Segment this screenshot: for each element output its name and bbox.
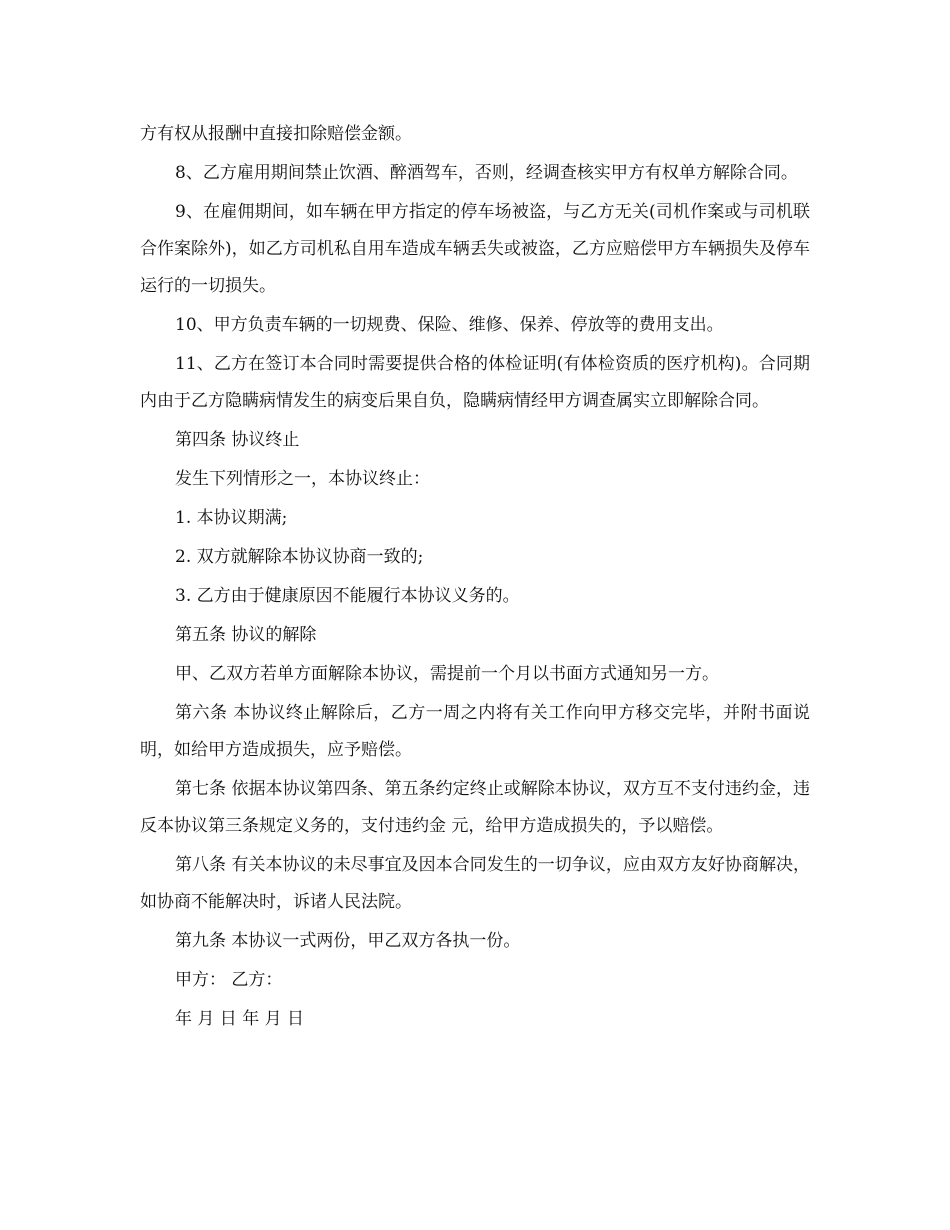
paragraph-clause-8: 8、乙方雇用期间禁止饮酒、醉酒驾车，否则，经调查核实甲方有权单方解除合同。 (175, 163, 798, 183)
heading-article-4: 第四条 协议终止 (175, 430, 300, 450)
signature-parties: 甲方： 乙方： (175, 970, 283, 990)
paragraph-article-7: 第七条 依据本协议第四条、第五条约定终止或解除本协议，双方互不支付违约金，违反本协议第三条规定义务的，支付违约金 元，给甲方造成损失的，予以赔偿。 (140, 779, 810, 836)
paragraph-dissolution-notice: 甲、乙双方若单方面解除本协议，需提前一个月以书面方式通知另一方。 (175, 664, 719, 684)
list-item-termination-2: 2. 双方就解除本协议协商一致的; (175, 547, 424, 567)
paragraph-clause-10: 10、甲方负责车辆的一切规费、保险、维修、保养、停放等的费用支出。 (175, 315, 724, 335)
paragraph-termination-intro: 发生下列情形之一，本协议终止： (175, 469, 430, 489)
paragraph-article-6: 第六条 本协议终止解除后，乙方一周之内将有关工作向甲方移交完毕，并附书面说明，如给甲方造成损失，应予赔偿。 (140, 703, 810, 760)
list-item-termination-3: 3. 乙方由于健康原因不能履行本协议义务的。 (175, 586, 520, 606)
paragraph-article-8: 第八条 有关本协议的未尽事宜及因本合同发生的一切争议，应由双方友好协商解决，如协商不能解决时，诉诸人民法院。 (140, 855, 810, 912)
paragraph-clause-9: 9、在雇佣期间，如车辆在甲方指定的停车场被盗，与乙方无关(司机作案或与司机联合作案除外)，如乙方司机私自用车造成车辆丢失或被盗，乙方应赔偿甲方车辆损失及停车运行的一切损失。 (140, 202, 810, 296)
signature-dates: 年 月 日 年 月 日 (175, 1009, 305, 1029)
paragraph-article-9: 第九条 本协议一式两份，甲乙双方各执一份。 (175, 931, 521, 951)
paragraph-clause-11: 11、乙方在签订本合同时需要提供合格的体检证明(有体检资质的医疗机构)。合同期内由于乙方隐瞒病情发生的病变后果自负，隐瞒病情经甲方调查属实立即解除合同。 (140, 354, 810, 411)
list-item-termination-1: 1. 本协议期满; (175, 508, 288, 528)
heading-article-5: 第五条 协议的解除 (175, 625, 317, 645)
paragraph-compensation-deduction: 方有权从报酬中直接扣除赔偿金额。 (140, 124, 412, 144)
